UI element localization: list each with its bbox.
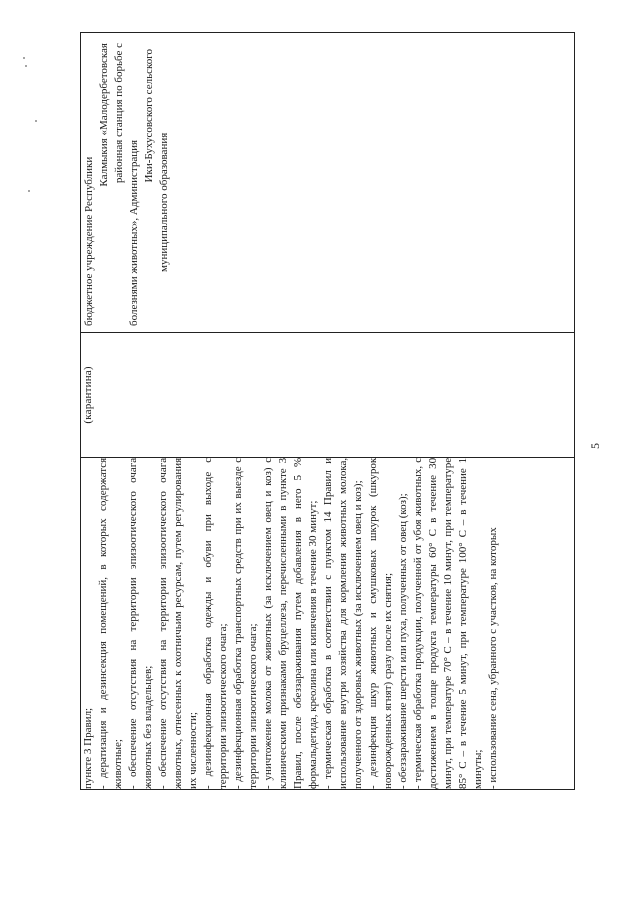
measures-cell [81, 457, 575, 789]
page-number: 5 [588, 443, 602, 449]
measure-line: - использование сена, убранного с участков, на которых [487, 527, 499, 789]
measure-line: - дезинфекция шкур животных и смушковых шкурок (шкурок новорожденных ягнят) сразу после их снятия; [367, 457, 394, 789]
responsible-line: районная станция по борьбе с [113, 43, 125, 184]
measures-table [80, 32, 575, 790]
measure-line: - термическая обработка в соответствии с пунктом 14 Правил и использование внутри хозяйства для кормления животных молока, полученного от здоровых животных (за исключением овец и коз); [322, 457, 364, 789]
scan-speck [35, 120, 37, 122]
measure-line: - дератизация и дезинсекция помещений, в которых содержатся животные; [97, 457, 124, 789]
measure-line: - обеспечение отсутствия на территории эпизоотического очага животных без владельцев; [127, 457, 154, 789]
measure-line: пункте 3 Правил; [82, 707, 94, 789]
measure-line: - термическая обработка продукции, полученной от убоя животных, с достижением в толще продукта температуры 60° С в течение 30 минут, при температуре 70° С – в течение 10 минут, при температуре 85° С – в течение 5 минут, при температуре 100° С – в течение 1 минуты; [412, 457, 484, 789]
measure-line: - обеззараживание шерсти или пуха, полученных от овец (коз); [397, 493, 409, 789]
responsible-line: Калмыкия «Малодербетовская [98, 43, 110, 187]
responsible-line: Ики-Бухусовского сельского [143, 49, 155, 183]
responsible-text [81, 33, 172, 332]
responsible-cell [81, 33, 575, 333]
measures-list [81, 458, 501, 789]
rotated-document-page [80, 32, 575, 790]
measure-line: - обеспечение отсутствия на территории эпизоотического очага животных, отнесенных к охотничьим ресурсам, путем регулирования их численности; [157, 457, 199, 789]
regime-label: (карантина) [82, 366, 94, 424]
measure-line: - уничтожение молока от животных (за исключением овец и коз) с клиническими признаками бруцеллеза, перечисленными в пункте 3 Правил, после обеззараживания путем добавления в него 5 % формальдегида, креолина или кипячения в течение 30 минут; [262, 457, 319, 789]
responsible-line: бюджетное учреждение Республики [83, 156, 95, 326]
responsible-line: муниципального образования [158, 132, 170, 272]
regime-cell [81, 333, 575, 458]
measure-line: - дезинфекционная обработка транспортных средств при их выезде с территории эпизоотического очага; [232, 457, 259, 789]
responsible-line: болезнями животных», Администрация [128, 139, 140, 326]
scan-speck [23, 57, 25, 59]
scan-speck [25, 65, 27, 67]
measure-line: - дезинфекционная обработка одежды и обуви при выходе с территории эпизоотического очага; [202, 457, 229, 789]
table-row [81, 33, 575, 790]
scan-speck [28, 190, 30, 192]
